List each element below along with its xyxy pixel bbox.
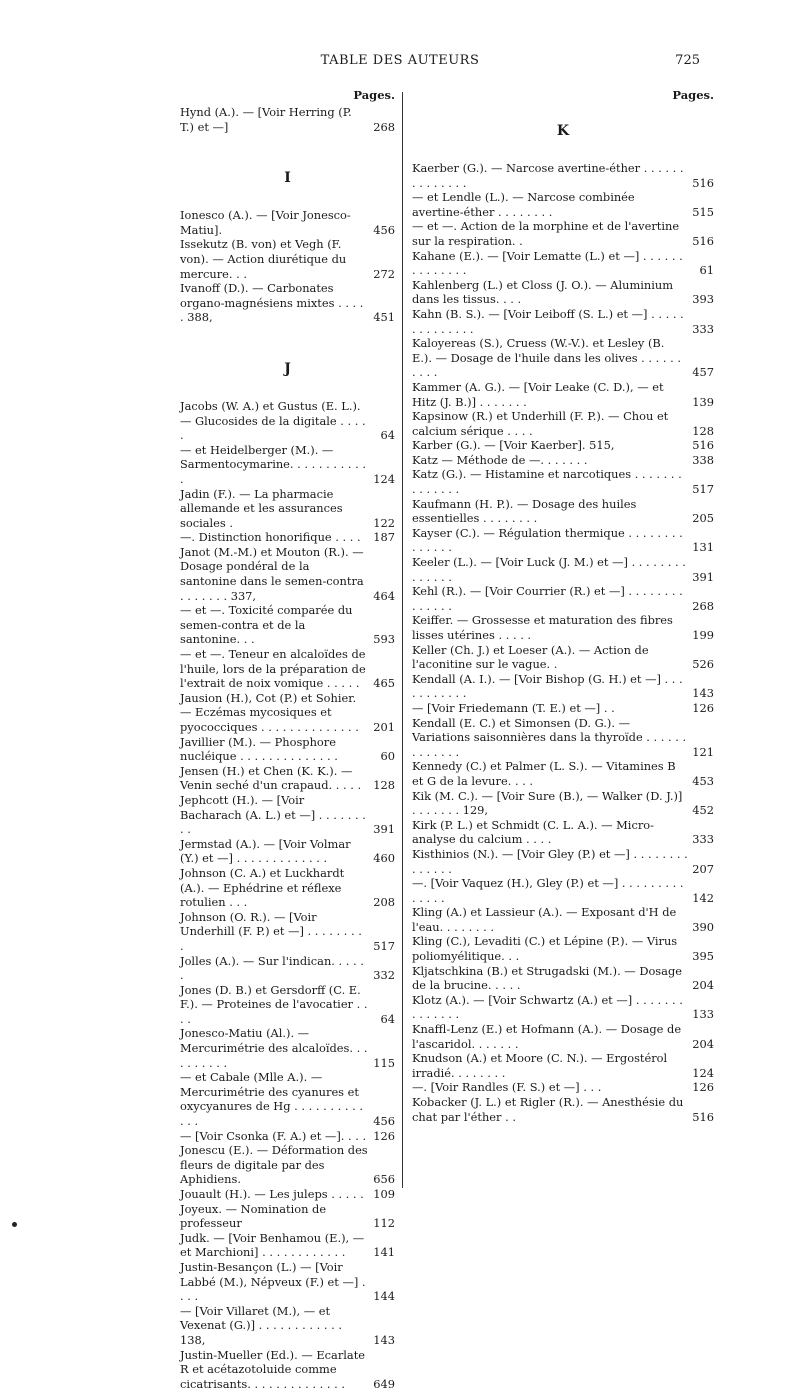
entry-page: 395 — [692, 949, 714, 964]
index-entry — [412, 161, 714, 190]
index-entry — [180, 983, 395, 1027]
entry-page: 333 — [692, 321, 714, 336]
section-letter: J — [284, 360, 291, 377]
index-entry — [180, 105, 395, 134]
entry-text: Knudson (A.) et Moore (C. N.). — Ergostérol irradié. . . . . . . . — [412, 1051, 668, 1080]
entry-text: —. [Voir Randles (F. S.) et —] . . . — [412, 1080, 602, 1095]
entry-text: Kljatschkina (B.) et Strugadski (M.). — Dosage de la brucine. . . . . — [412, 963, 682, 993]
index-entry — [412, 1022, 714, 1051]
pages-label: Pages. — [353, 88, 395, 102]
index-entry — [180, 1348, 395, 1391]
index-entry — [412, 993, 714, 1022]
index-entry — [412, 453, 714, 468]
entry-text: Kaerber (G.). — Narcose avertine-éther . . . . . . . . . . . . . . — [412, 161, 684, 190]
margin-dot — [12, 1222, 17, 1227]
index-entry — [180, 1231, 395, 1260]
entry-page: 465 — [373, 676, 395, 691]
entry-text: Ivanoff (D.). — Carbonates organo-magnésiens mixtes . . . . . 388, — [180, 281, 364, 325]
entry-text: Jephcott (H.). — [Voir Bacharach (A. L.) et —] . . . . . . . . . — [180, 792, 366, 837]
entry-page: 452 — [692, 803, 714, 818]
entry-page: 593 — [373, 632, 395, 647]
entry-text: Johnson (C. A.) et Luckhardt (A.). — Ephédrine et réflexe rotulien . . . — [180, 865, 345, 910]
index-entry — [412, 1080, 714, 1095]
entry-page: 516 — [692, 438, 714, 453]
entry-page: 60 — [380, 749, 395, 764]
entry-page: 115 — [373, 1055, 395, 1070]
index-entry — [412, 409, 714, 438]
section-letter: I — [284, 170, 291, 187]
entry-page: 204 — [692, 978, 714, 993]
index-entry — [180, 954, 395, 983]
index-entry — [412, 759, 714, 788]
entry-page: 131 — [692, 540, 714, 555]
entry-page: 141 — [373, 1245, 395, 1260]
entry-page: 516 — [692, 1109, 714, 1124]
index-entry — [180, 910, 395, 954]
entry-page: 124 — [373, 471, 395, 486]
index-entry — [180, 691, 395, 735]
entry-text: Kirk (P. L.) et Schmidt (C. L. A.). — Micro-analyse du calcium . . . . — [412, 817, 654, 847]
entry-page: 133 — [692, 1007, 714, 1022]
entry-page: 456 — [373, 222, 395, 237]
entry-page: 128 — [692, 423, 714, 438]
entry-page: 122 — [373, 515, 395, 530]
entry-text: — et Lendle (L.). — Narcose combinée avertine-éther . . . . . . . . — [412, 190, 635, 219]
entry-page: 64 — [380, 428, 395, 443]
index-entry — [412, 876, 714, 905]
entry-page: 126 — [692, 700, 714, 715]
index-entry — [412, 555, 714, 584]
index-entry — [412, 380, 714, 409]
page-header — [0, 53, 800, 73]
entry-text: — et —. Toxicité comparée du semen-contra et de la santonine. . . — [180, 603, 353, 647]
entry-page: 124 — [692, 1065, 714, 1080]
entry-page: 208 — [373, 895, 395, 910]
index-entry — [412, 190, 714, 219]
entry-page: 649 — [373, 1376, 395, 1391]
entry-page: 451 — [373, 310, 395, 325]
entry-text: Keiffer. — Grossesse et maturation des fibres lisses utérines . . . . . — [412, 613, 673, 642]
entry-page: 517 — [373, 938, 395, 953]
left-entry-list — [180, 105, 395, 1391]
entry-page: 205 — [692, 511, 714, 526]
entry-page: 207 — [692, 861, 714, 876]
index-entry — [180, 237, 395, 281]
entry-text: Kik (M. C.). — [Voir Sure (B.), — Walker (D. J.)] . . . . . . . 129, — [412, 788, 683, 818]
entry-text: Justin-Besançon (L.) — [Voir Labbé (M.), Népveux (F.) et —] . . . . — [180, 1259, 366, 1304]
index-entry — [180, 603, 395, 647]
entry-page: 268 — [373, 119, 395, 134]
entry-page: 457 — [692, 365, 714, 380]
entry-text: Johnson (O. R.). — [Voir Underhill (F. P.) et —] . . . . . . . . . — [180, 909, 362, 953]
entry-page: 139 — [692, 394, 714, 409]
entry-page: 144 — [373, 1289, 395, 1304]
entry-page: 126 — [373, 1128, 395, 1143]
index-entry — [180, 866, 395, 910]
entry-text: Issekutz (B. von) et Vegh (F. von). — Action diurétique du mercure. . . — [180, 237, 347, 281]
entry-text: Kahane (E.). — [Voir Lematte (L.) et —] . . . . . . . . . . . . . . — [412, 248, 683, 278]
entry-text: Kahn (B. S.). — [Voir Leiboff (S. L.) et —] . . . . . . . . . . . . . . — [412, 306, 684, 336]
entry-text: — et Heidelberger (M.). — Sarmentocymarine. . . . . . . . . . . . — [180, 442, 366, 486]
index-entry — [412, 905, 714, 934]
entry-text: Jolles (A.). — Sur l'indican. . . . . . — [180, 953, 364, 983]
entry-text: Jonesco-Matiu (Al.). — Mercurimétrie des alcaloïdes. . . . . . . . . . — [180, 1026, 368, 1070]
entry-page: 109 — [373, 1187, 395, 1201]
entry-page: 338 — [692, 452, 714, 467]
entry-text: Judk. — [Voir Benhamou (E.), — et Marchioni] . . . . . . . . . . . . — [180, 1230, 365, 1260]
entry-page: 268 — [692, 598, 714, 613]
entry-text: Janot (M.-M.) et Mouton (R.). — Dosage pondéral de la santonine dans le semen-contra . . . . . . . 337, — [180, 544, 364, 603]
index-entry — [412, 1095, 714, 1124]
index-entry — [180, 735, 395, 764]
entry-text: Kling (A.) et Lassieur (A.). — Exposant d'H de l'eau. . . . . . . . — [412, 905, 677, 934]
entry-page: 201 — [373, 720, 395, 734]
entry-page: 464 — [373, 588, 395, 603]
index-entry — [180, 1260, 395, 1304]
index-entry — [412, 964, 714, 993]
entry-text: Kendall (E. C.) et Simonsen (D. G.). — Variations saisonnières dans la thyroïde . . . . . . . . . . . . . — [412, 715, 687, 759]
index-entry — [412, 934, 714, 963]
index-entry — [180, 1187, 395, 1202]
section-letter: K — [556, 123, 570, 139]
index-entry — [180, 545, 395, 603]
entry-text: — [Voir Csonka (F. A.) et —]. . . . — [180, 1128, 367, 1143]
index-entry — [412, 789, 714, 818]
entry-text: Kaloyereas (S.), Cruess (W.-V.). et Lesley (B. E.). — Dosage de l'huile dans les olives . . . . . . . . . . — [412, 336, 682, 380]
column-divider — [402, 92, 403, 1188]
index-entry — [412, 278, 714, 307]
entry-page: 142 — [692, 890, 714, 905]
index-entry — [412, 497, 714, 526]
entry-text: —. Distinction honorifique . . . . — [180, 530, 361, 545]
entry-text: Jausion (H.), Cot (P.) et Sohier. — Eczémas mycosiques et pyococciques . . . . . . . . . . . . . . — [180, 690, 359, 734]
entry-text: Jadin (F.). — La pharmacie allemande et les assurances sociales . — [180, 486, 343, 530]
entry-text: Jacobs (W. A.) et Gustus (E. L.). — Glucosides de la digitale . . . . . — [180, 398, 366, 443]
entry-text: Hynd (A.). — [Voir Herring (P. T.) et —] — [180, 105, 352, 134]
entry-page: 516 — [692, 233, 714, 248]
entry-page: 121 — [692, 744, 714, 759]
page-number: 725 — [675, 53, 700, 68]
index-entry — [180, 1143, 395, 1187]
entry-text: Jermstad (A.). — [Voir Volmar (Y.) et —] . . . . . . . . . . . . . — [180, 836, 351, 866]
entry-text: Jones (D. B.) et Gersdorff (C. E. F.). — Proteines de l'avocatier . . . . — [180, 982, 368, 1026]
entry-text: Katz — Méthode de —. . . . . . . — [412, 452, 588, 467]
entry-text: Kayser (C.). — Régulation thermique . . . . . . . . . . . . . . — [412, 525, 683, 555]
entry-text: —. [Voir Vaquez (H.), Gley (P.) et —] . . . . . . . . . . . . . . — [412, 876, 684, 905]
entry-page: 393 — [692, 292, 714, 307]
entry-text: Keller (Ch. J.) et Loeser (A.). — Action de l'aconitine sur le vague. . — [412, 642, 649, 672]
entry-page: 61 — [699, 263, 714, 278]
index-entry — [412, 613, 714, 642]
entry-text: Kling (C.), Levaditi (C.) et Lépine (P.). — Virus poliomyélitique. . . — [412, 934, 678, 964]
index-entry — [412, 526, 714, 555]
entry-page: 204 — [692, 1036, 714, 1051]
index-entry — [412, 467, 714, 496]
entry-text: Kapsinow (R.) et Underhill (F. P.). — Chou et calcium sérique . . . . — [412, 409, 669, 438]
index-entry — [412, 249, 714, 278]
entry-text: Kahlenberg (L.) et Closs (J. O.). — Aluminium dans les tissus. . . . — [412, 277, 674, 307]
index-entry — [412, 672, 714, 701]
entry-page: 187 — [373, 530, 395, 545]
entry-text: Jouault (H.). — Les juleps . . . . . — [180, 1187, 364, 1201]
entry-page: 128 — [373, 778, 395, 793]
entry-text: Knaffl-Lenz (E.) et Hofmann (A.). — Dosage de l'ascaridol. . . . . . . — [412, 1022, 682, 1051]
entry-text: Klotz (A.). — [Voir Schwartz (A.) et —] . . . . . . . . . . . . . . — [412, 992, 683, 1022]
index-entry — [180, 1304, 395, 1348]
index-entry — [412, 1051, 714, 1080]
index-entry — [180, 281, 395, 325]
entry-page: 453 — [692, 773, 714, 788]
entry-page: 460 — [373, 851, 395, 866]
entry-page: 456 — [373, 1114, 395, 1129]
index-entry — [180, 208, 395, 237]
entry-page: 517 — [692, 482, 714, 497]
entry-page: 516 — [692, 175, 714, 190]
entry-page: 112 — [373, 1216, 395, 1231]
index-entry — [412, 643, 714, 672]
entry-page: 391 — [692, 569, 714, 584]
index-entry — [412, 716, 714, 760]
entry-page: 199 — [692, 628, 714, 642]
index-entry — [180, 1070, 395, 1128]
index-entry — [412, 818, 714, 847]
index-entry — [180, 1129, 395, 1144]
entry-text: Kennedy (C.) et Palmer (L. S.). — Vitamines B et G de la levure. . . . — [412, 759, 676, 788]
index-entry — [180, 487, 395, 531]
right-entry-list — [412, 123, 714, 1124]
entry-page: 656 — [373, 1172, 395, 1187]
entry-text: — et —. Action de la morphine et de l'avertine sur la respiration. . — [412, 219, 680, 248]
index-entry — [412, 219, 714, 248]
entry-text: — [Voir Villaret (M.), — et Vexenat (G.)] . . . . . . . . . . . . 138, — [180, 1303, 342, 1347]
entry-page: 272 — [373, 266, 395, 281]
entry-text: Kendall (A. I.). — [Voir Bishop (G. H.) et —] . . . . . . . . . . . — [412, 671, 683, 701]
entry-page: 526 — [692, 657, 714, 672]
entry-page: 333 — [692, 832, 714, 847]
entry-text: Kisthinios (N.). — [Voir Gley (P.) et —] . . . . . . . . . . . . . . — [412, 846, 688, 876]
index-entry — [180, 793, 395, 837]
entry-text: Jonescu (E.). — Déformation des fleurs de digitale par des Aphidiens. — [180, 1143, 368, 1187]
index-entry — [412, 307, 714, 336]
index-entry — [180, 530, 395, 545]
entry-text: Keeler (L.). — [Voir Luck (J. M.) et —] . . . . . . . . . . . . . . — [412, 555, 686, 584]
index-entry — [180, 1026, 395, 1070]
entry-text: Justin-Mueller (Ed.). — Ecarlate R et acétazotoluide comme cicatrisants. . . . . . . . . . . . . . — [180, 1347, 366, 1391]
entry-page: 391 — [373, 822, 395, 837]
entry-text: Karber (G.). — [Voir Kaerber]. 515, — [412, 438, 615, 453]
running-title: TABLE DES AUTEURS — [320, 53, 480, 68]
index-entry — [180, 1202, 395, 1231]
entry-text: — et —. Teneur en alcaloïdes de l'huile, lors de la préparation de l'extrait de noix vomique . . . . . — [180, 647, 366, 691]
entry-text: Kaufmann (H. P.). — Dosage des huiles essentielles . . . . . . . . — [412, 496, 637, 526]
entry-text: — et Cabale (Mlle A.). — Mercurimétrie des cyanures et oxycyanures de Hg . . . . . . . . . . . . . — [180, 1070, 363, 1129]
entry-page: 515 — [692, 204, 714, 219]
entry-text: Katz (G.). — Histamine et narcotiques . . . . . . . . . . . . . . — [412, 467, 682, 497]
index-entry — [412, 701, 714, 716]
entry-page: 390 — [692, 919, 714, 934]
index-entry — [180, 647, 395, 691]
entry-text: Javillier (M.). — Phosphore nucléique . . . . . . . . . . . . . . — [180, 734, 338, 764]
entry-text: Kehl (R.). — [Voir Courrier (R.) et —] . . . . . . . . . . . . . . — [412, 584, 683, 613]
pages-label-right: Pages. — [672, 88, 714, 102]
entry-page: 64 — [380, 1011, 395, 1026]
entry-text: Jensen (H.) et Chen (K. K.). — Venin seché d'un crapaud. . . . . — [180, 763, 362, 793]
entry-text: Joyeux. — Nomination de professeur — [180, 1201, 327, 1231]
entry-text: Ionesco (A.). — [Voir Jonesco-Matiu]. — [180, 208, 351, 237]
right-column — [412, 88, 714, 1124]
entry-text: Kobacker (J. L.) et Rigler (R.). — Anesthésie du chat par l'éther . . — [412, 1095, 684, 1124]
entry-page: 143 — [373, 1332, 395, 1347]
index-entry — [412, 584, 714, 613]
index-entry — [412, 438, 714, 453]
entry-text: Kammer (A. G.). — [Voir Leake (C. D.), — et Hitz (J. B.)] . . . . . . . — [412, 379, 664, 409]
entry-page: 332 — [373, 968, 395, 983]
index-entry — [412, 336, 714, 380]
entry-text: — [Voir Friedemann (T. E.) et —] . . — [412, 700, 615, 715]
left-column — [180, 88, 395, 1391]
index-entry — [180, 764, 395, 793]
entry-page: 143 — [692, 686, 714, 701]
index-entry — [180, 399, 395, 443]
entry-page: 126 — [692, 1080, 714, 1095]
index-entry — [180, 837, 395, 866]
index-entry — [412, 847, 714, 876]
index-entry — [180, 443, 395, 487]
